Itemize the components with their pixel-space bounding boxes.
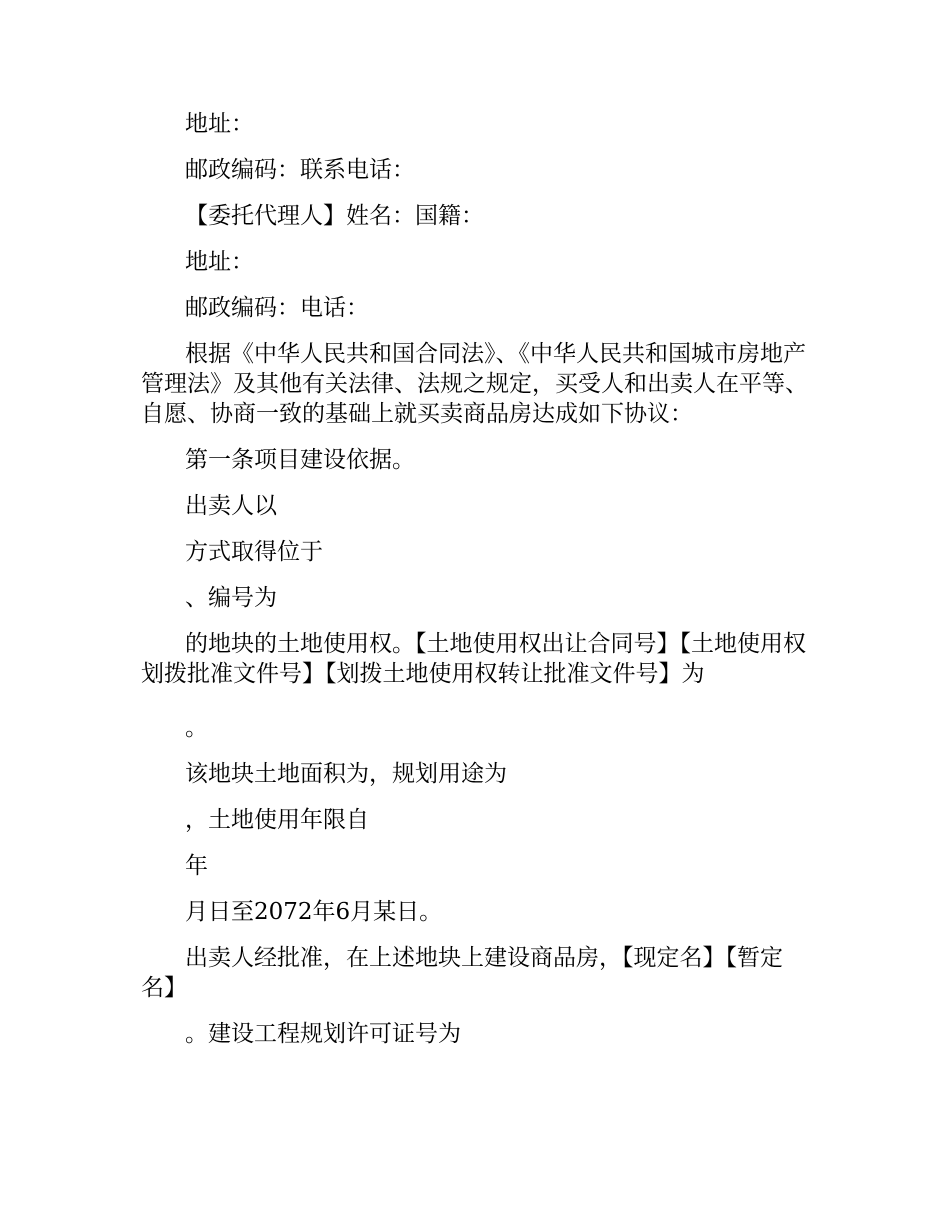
agent-address-line: 地址： <box>185 249 254 275</box>
acquisition-location-line: 方式取得位于 <box>185 539 323 565</box>
land-use-right-paragraph: 的地块的土地使用权。【土地使用权出让合同号】【土地使用权划拨批准文件号】【划拨土地使用权转让批准文件号】为 <box>141 631 806 687</box>
postal-phone-line: 邮政编码：联系电话： <box>185 157 415 183</box>
address-line: 地址： <box>185 111 254 137</box>
seller-method-line: 出卖人以 <box>185 493 277 519</box>
construction-approval-paragraph: 出卖人经批准，在上述地块上建设商品房，【现定名】【暂定名】 <box>141 945 783 1001</box>
agent-name-nationality-line: 【委托代理人】姓名：国籍： <box>185 203 484 229</box>
document-body <box>141 109 813 1065</box>
legal-basis-paragraph: 根据《中华人民共和国合同法》、《中华人民共和国城市房地产管理法》及其他有关法律、法规之规定，买受人和出卖人在平等、自愿、协商一致的基础上就买卖商品房达成如下协议： <box>141 341 808 427</box>
period-line: 。 <box>185 715 208 741</box>
land-use-term-line: ，土地使用年限自 <box>185 807 369 833</box>
article-one-heading: 第一条项目建设依据。 <box>185 447 415 473</box>
parcel-number-line: 、编号为 <box>185 585 277 611</box>
year-line: 年 <box>185 853 208 879</box>
land-area-line: 该地块土地面积为，规划用途为 <box>185 761 507 787</box>
agent-postal-phone-line: 邮政编码：电话： <box>185 295 369 321</box>
date-range-line: 月日至2072年6月某日。 <box>185 899 443 925</box>
planning-permit-line: 。建设工程规划许可证号为 <box>185 1021 461 1047</box>
